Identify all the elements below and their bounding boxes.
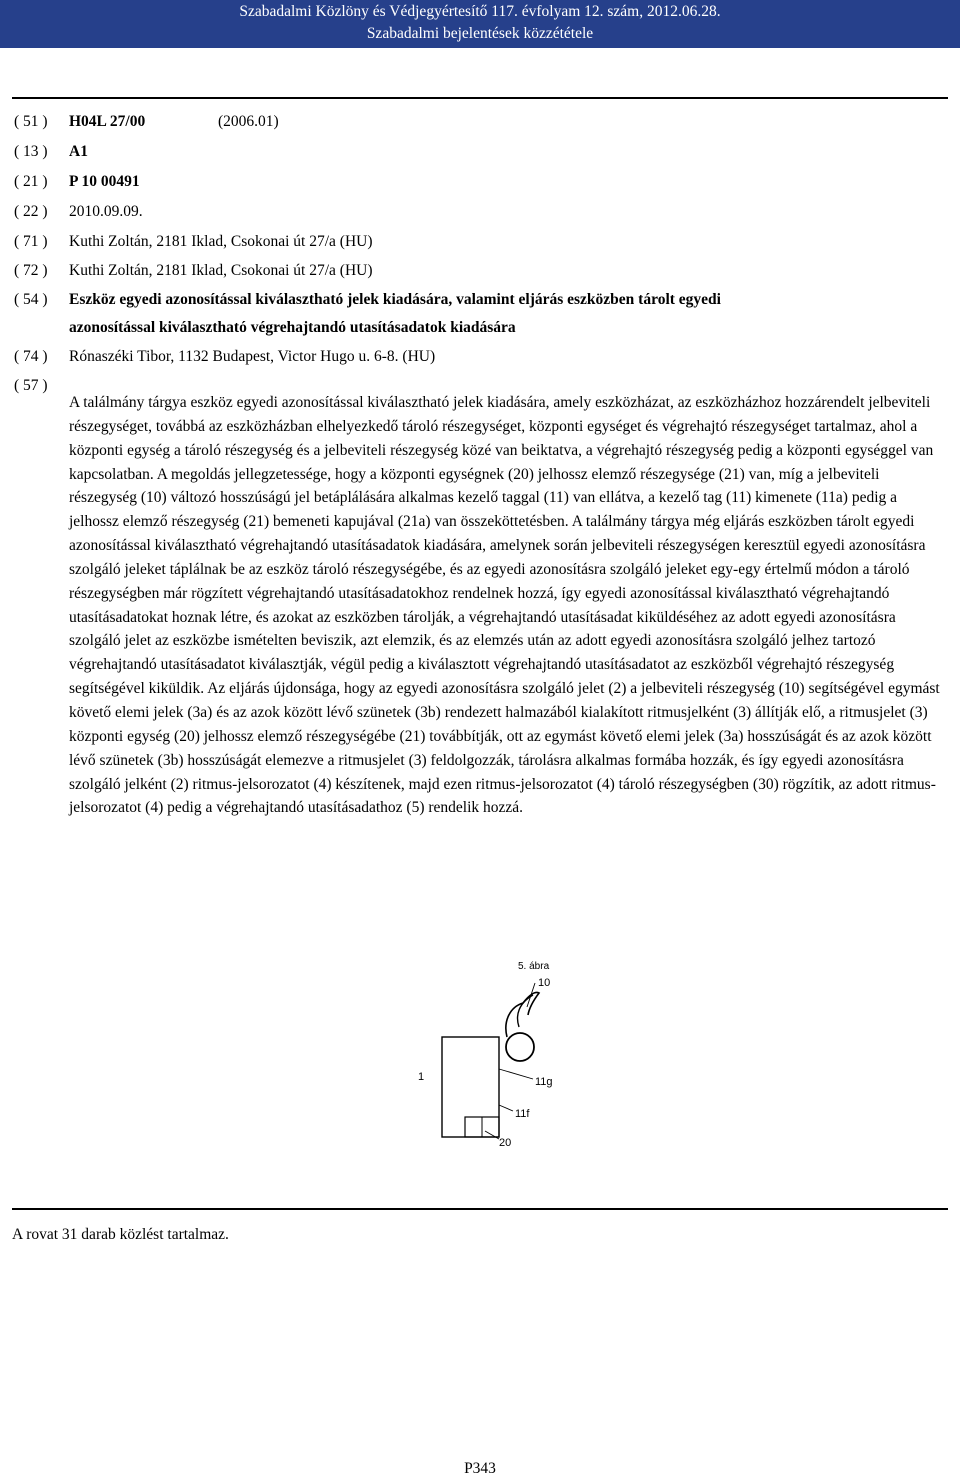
field-code: ( 54 )	[14, 291, 48, 308]
leader-11g	[499, 1069, 533, 1079]
label-20: 20	[499, 1137, 512, 1149]
document-kind: A1	[69, 143, 88, 160]
abstract-text: A találmány tárgya eszköz egyedi azonosítással kiválasztható jelek kiadására, amely eszközházat, az eszközházhoz hozzárendelt jelbeviteli részegységet, továbbá az eszközházban elhelyezkedő tároló részegységet, központi egységet és végrehajtó részegységet tartalmaz, ahol a központi egység a tároló részegység és a jelbeviteli részegység közé van beiktatva, a végrehajtó részegység pedig a központi egységgel van kapcsolatban. A megoldás jellegzetessége, hogy a központi egységnek (20) jelhossz elemző részegysége (21) van, míg a jelbeviteli részegység (10) változó hosszúságú jel betáplálására alkalmas kezelő taggal (11) van ellátva, a kezelő tag (11) kimenete (11a) pedig a jelhossz elemző részegység (21) bemeneti kapujával (21a) van összeköttetésben. A találmány tárgya még eljárás eszközben tárolt egyedi azonosítással kiválasztható végrehajtandó utasításadatok kiadására, amelynek során jelbeviteli részegységen keresztül egyedi azonosításra szolgáló jeleket táplálnak be az eszköz tároló részegységébe, és az egyedi azonosításra szolgáló jeleket egy-egy értelmű módon a tároló részegységben már rögzített végrehajtandó utasításadatokhoz rendelnek hozzá, így egyedi azonosítással kiválasztható végrehajtandó utasításadatokat hoznak létre, és azokat az eszközben tárolják, a végrehajtandó utasításadat kiküldéséhez az adott egyedi azonosításra szolgáló jelet az eszközbe ismételten beviszik, azt elemzik, és az elemzés után az adott egyedi azonosításra szolgáló jelhez tartozó végrehajtandó utasításadatot kiválasztják, végül pedig a kiválasztott végrehajtandó utasításadatot az eszközből végrehajtó részegység segítségével kiküldik. Az eljárás újdonsága, hogy az egyedi azonosításra szolgáló jelet (2) a jelbeviteli részegység (10) segítségével egymást követő elemi jelek (3a) és az azok között lévő szünetek (3b) rendezett halmazából kialakított ritmusjelként (3) állítják elő, a ritmusjelet (3) központi egység (20) jelhossz elemző részegységébe (21) továbbítják, ott az egymást követő elemi jelek (3a) hosszúságát és az azok között lévő szünetek (3b) hosszúságát elemezve a ritmusjelet (3) feldolgozzák, tárolásra alkalmas formába hozzák, és így egyedi azonosításra szolgáló jelként (2) ritmus-jelsorozatot (4) készítenek, majd ezen ritmus-jelsorozatot (4) tároló részegységben (30) rögzítik, az adott ritmus-jelsorozatot (4) pedig a végrehajtandó utasításadathoz (5) rendelik hozzá.	[69, 394, 940, 817]
label-11f: 11f	[515, 1108, 530, 1120]
bottom-divider	[12, 1208, 948, 1210]
field-code: ( 71 )	[14, 233, 48, 250]
filing-date: 2010.09.09.	[69, 203, 143, 220]
label-1: 1	[418, 1071, 425, 1083]
field-code: ( 22 )	[14, 203, 48, 220]
invention-title	[69, 286, 949, 342]
journal-header	[0, 0, 960, 48]
figure-drawing	[415, 955, 565, 1155]
journal-title: Szabadalmi Közlöny és Védjegyértesítő 117. évfolyam 12. szám, 2012.06.28.	[239, 3, 721, 20]
field-code: ( 13 )	[14, 143, 48, 160]
top-divider	[12, 97, 948, 99]
title-line-2: azonosítással kiválasztható végrehajtandó utasításadatok kiadására	[69, 319, 516, 336]
application-number: P 10 00491	[69, 173, 140, 190]
field-code: ( 21 )	[14, 173, 48, 190]
patent-figure	[415, 955, 565, 1155]
finger-outline	[506, 992, 539, 1037]
finger-line	[518, 995, 533, 1027]
leader-11f	[499, 1105, 513, 1111]
section-count-note: A rovat 31 darab közlést tartalmaz.	[12, 1226, 229, 1243]
applicant: Kuthi Zoltán, 2181 Iklad, Csokonai út 27/a (HU)	[69, 233, 373, 250]
ipc-class: H04L 27/00	[69, 113, 146, 130]
field-code: ( 72 )	[14, 262, 48, 279]
section-title: Szabadalmi bejelentések közzététele	[366, 25, 594, 42]
label-11g: 11g	[535, 1076, 553, 1088]
field-code: ( 57 )	[14, 377, 48, 394]
key-circle	[506, 1033, 534, 1061]
label-10: 10	[538, 977, 551, 989]
figure-caption: 5. ábra	[518, 961, 550, 972]
field-code: ( 51 )	[14, 113, 48, 130]
representative: Rónaszéki Tibor, 1132 Budapest, Victor Hugo u. 6-8. (HU)	[69, 348, 436, 365]
leader-10	[527, 983, 535, 1007]
leader-20	[485, 1131, 499, 1139]
page-number: P343	[464, 1460, 496, 1477]
inventor: Kuthi Zoltán, 2181 Iklad, Csokonai út 27/a (HU)	[69, 262, 373, 279]
title-line-1: Eszköz egyedi azonosítással kiválasztható jelek kiadására, valamint eljárás eszközben tárolt egyedi	[69, 291, 721, 308]
device-housing	[442, 1037, 499, 1137]
ipc-date: (2006.01)	[218, 113, 279, 130]
field-code: ( 74 )	[14, 348, 48, 365]
